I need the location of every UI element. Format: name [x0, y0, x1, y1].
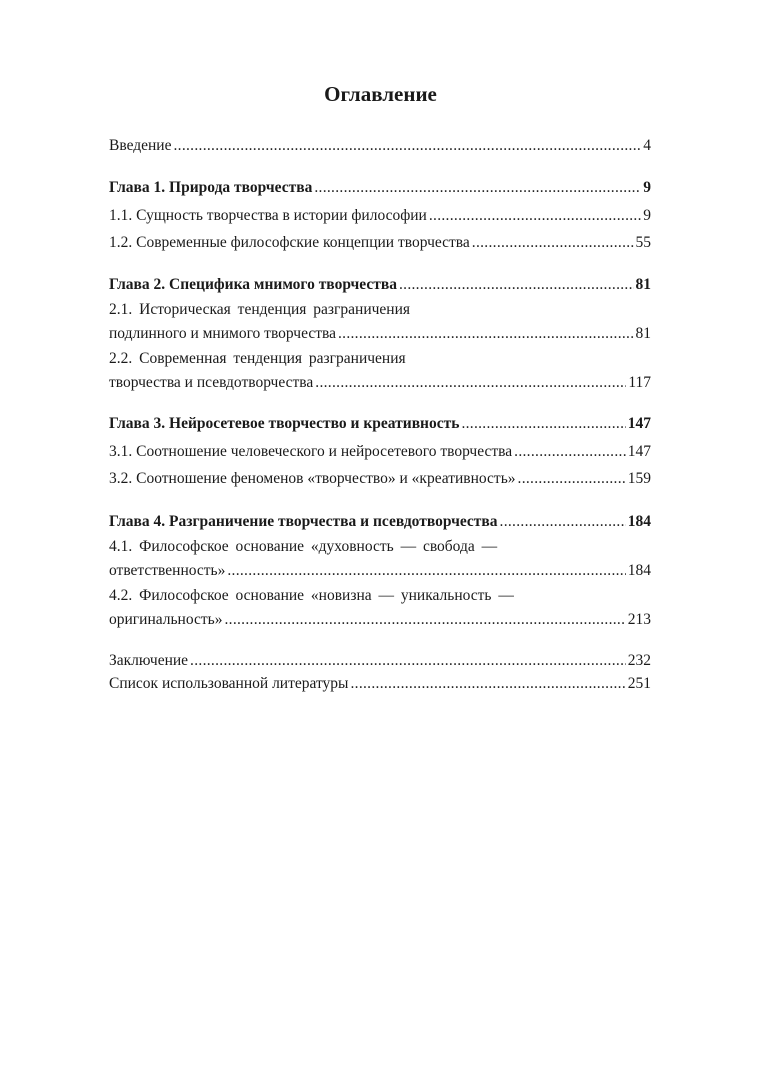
page-number: 117: [628, 374, 651, 391]
entry-title-line-1: 2.2. Современная тенденция разграничения: [109, 350, 406, 367]
dot-leader: [224, 608, 625, 632]
toc-entry-chapter-1[interactable]: [109, 176, 651, 200]
dot-leader: [472, 231, 634, 255]
entry-title: 3.2. Соотношение феноменов «творчество» и «креативность»: [109, 470, 516, 487]
page-number: 147: [627, 443, 651, 460]
dot-leader: [314, 176, 641, 200]
dot-leader: [227, 559, 625, 583]
toc-entry-introduction[interactable]: [109, 134, 651, 158]
entry-title: 3.1. Соотношение человеческого и нейросетевого творчества: [109, 443, 513, 460]
toc-entry-conclusion[interactable]: [109, 649, 651, 673]
toc-entry-chapter-4[interactable]: [109, 510, 651, 534]
page-number: 81: [635, 276, 651, 293]
entry-title: Список использованной литературы: [109, 675, 349, 692]
page-title: Оглавление: [324, 82, 437, 106]
dot-leader: [338, 322, 634, 346]
page-number: 147: [627, 415, 651, 432]
toc-entry-section-1-1[interactable]: [109, 204, 651, 228]
toc-entry-section-2-1[interactable]: [109, 298, 651, 346]
page-number: 9: [643, 179, 651, 196]
entry-title-line-2: творчества и псевдотворчества: [109, 374, 314, 391]
page-number: 184: [627, 513, 651, 530]
entry-title-line-1: 2.1. Историческая тенденция разграничения: [109, 301, 411, 318]
dot-leader: [399, 273, 634, 297]
dot-leader: [190, 649, 626, 673]
entry-title: 1.1. Сущность творчества в истории философии: [109, 207, 427, 224]
toc-entry-bibliography[interactable]: [109, 672, 651, 696]
entry-title: Заключение: [109, 652, 189, 669]
entry-title: 1.2. Современные философские концепции творчества: [109, 234, 470, 251]
page-number: 4: [643, 137, 651, 154]
page-number: 81: [635, 325, 651, 342]
dot-leader: [500, 510, 626, 534]
dot-leader: [350, 672, 625, 696]
entry-title-line-2: подлинного и мнимого творчества: [109, 325, 336, 342]
page-number: 232: [627, 652, 651, 669]
dot-leader: [518, 467, 626, 491]
entry-title: Глава 4. Разграничение творчества и псевдотворчества: [109, 513, 498, 530]
entry-title: Введение: [109, 137, 172, 154]
page-number: 213: [627, 611, 651, 628]
page-number: 9: [643, 207, 651, 224]
entry-title-line-2: ответственность»: [109, 562, 226, 579]
entry-title-line-2: оригинальность»: [109, 611, 223, 628]
toc-entry-section-3-1[interactable]: [109, 440, 651, 464]
entry-title: Глава 1. Природа творчества: [109, 179, 313, 196]
page-number: 184: [627, 562, 651, 579]
toc-entry-section-2-2[interactable]: [109, 347, 651, 395]
entry-title: Глава 2. Специфика мнимого творчества: [109, 276, 397, 293]
dot-leader: [429, 204, 641, 228]
toc-entry-section-4-2[interactable]: [109, 584, 651, 632]
dot-leader: [461, 412, 625, 436]
page-number: 55: [635, 234, 651, 251]
entry-title-line-1: 4.2. Философское основание «новизна — уникальность —: [109, 587, 514, 604]
dot-leader: [173, 134, 641, 158]
entry-title: Глава 3. Нейросетевое творчество и креативность: [109, 415, 460, 432]
toc-entry-chapter-2[interactable]: [109, 273, 651, 297]
toc-entry-chapter-3[interactable]: [109, 412, 651, 436]
page-number: 251: [627, 675, 651, 692]
entry-title-line-1: 4.1. Философское основание «духовность — свобода —: [109, 538, 498, 555]
page-number: 159: [627, 470, 651, 487]
dot-leader: [315, 371, 626, 395]
dot-leader: [514, 440, 626, 464]
toc-entry-section-3-2[interactable]: [109, 467, 651, 491]
toc-entry-section-1-2[interactable]: [109, 231, 651, 255]
toc-entry-section-4-1[interactable]: [109, 535, 651, 583]
